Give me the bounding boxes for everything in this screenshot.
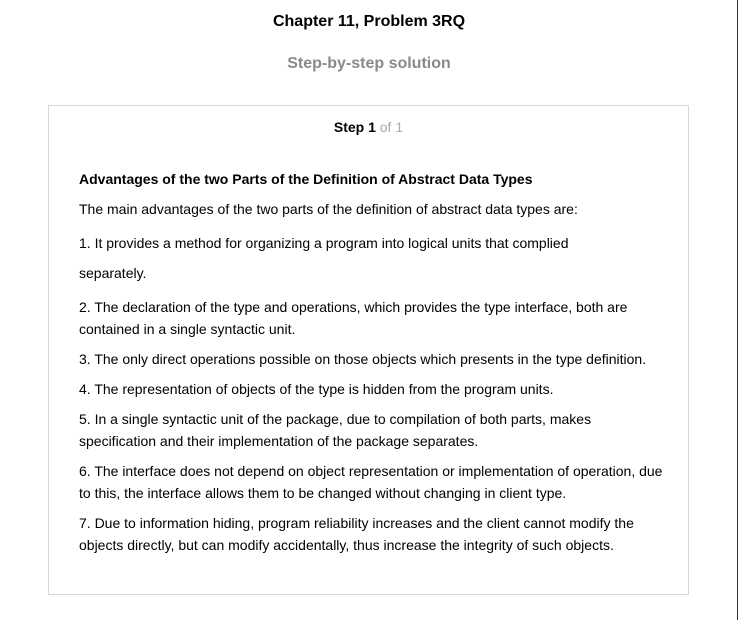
section-heading: Advantages of the two Parts of the Definition of Abstract Data Types bbox=[79, 171, 533, 187]
point-item: 7. Due to information hiding, program reliability increases and the client cannot modify the objects directly, but can modify accidentally, thus increase the integrity of such objects. bbox=[79, 515, 634, 553]
solution-label: Step-by-step solution bbox=[287, 55, 451, 72]
step-content bbox=[79, 168, 669, 564]
point-item: separately. bbox=[79, 265, 147, 281]
point-item: 2. The declaration of the type and operations, which provides the type interface, both are contained in a single syntactic unit. bbox=[79, 299, 628, 337]
step-header bbox=[49, 119, 688, 135]
intro-text: The main advantages of the two parts of the definition of abstract data types are: bbox=[79, 201, 578, 217]
step-count: of 1 bbox=[379, 119, 404, 135]
point-item: 4. The representation of objects of the type is hidden from the program units. bbox=[79, 381, 554, 397]
point-item: 6. The interface does not depend on object representation or implementation of operation, due to this, the interface allows them to be changed without changing in client type. bbox=[79, 463, 663, 501]
chapter-title: Chapter 11, Problem 3RQ bbox=[272, 13, 466, 30]
step-label: Step 1 bbox=[333, 119, 376, 135]
step-card bbox=[48, 105, 689, 595]
point-item: 1. It provides a method for organizing a program into logical units that complied bbox=[79, 235, 569, 251]
point-item: 5. In a single syntactic unit of the package, due to compilation of both parts, makes specification and their implementation of the package separates. bbox=[79, 411, 592, 449]
point-item: 3. The only direct operations possible on those objects which presents in the type definition. bbox=[79, 351, 647, 367]
